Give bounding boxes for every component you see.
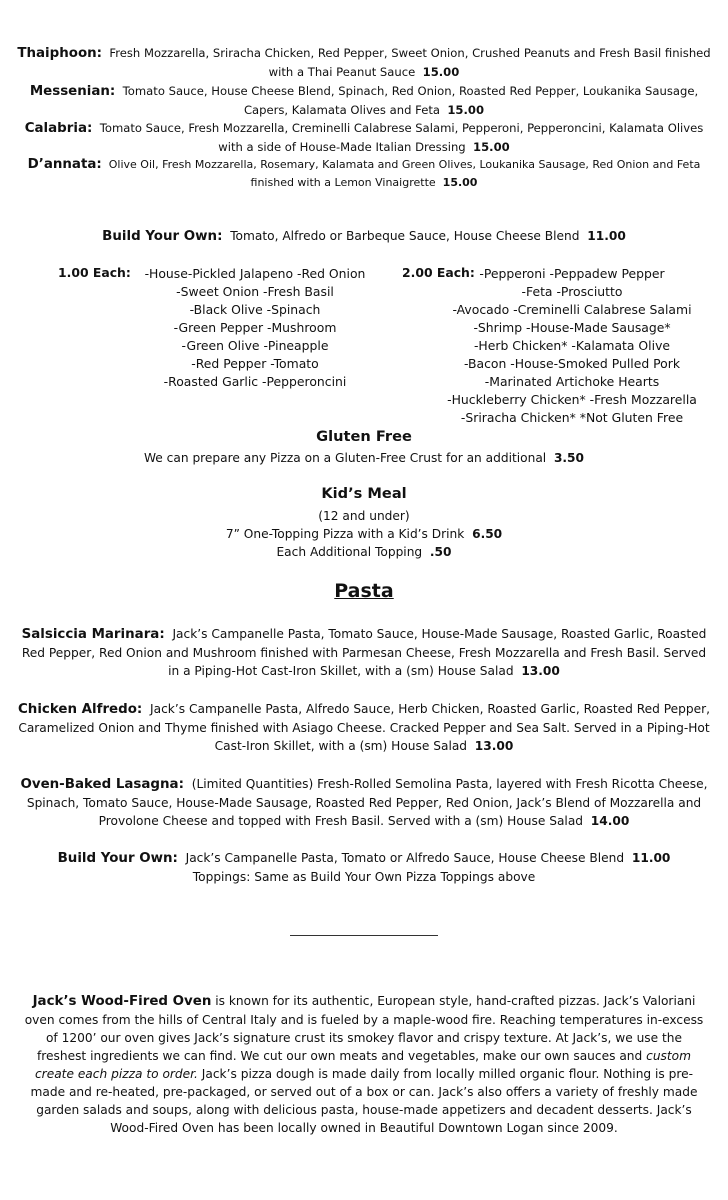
pizza-price: 15.00 xyxy=(447,103,485,117)
section-divider xyxy=(290,935,438,936)
pizza-name: Thaiphoon: xyxy=(17,46,103,61)
topping-line: -Feta -Prosciutto xyxy=(521,284,623,299)
pizza-description: Tomato Sauce, House Cheese Blend, Spinach, Red Onion, Roasted Red Pepper, Loukanika Sausage, Capers, Kalamata Olives and Feta xyxy=(122,84,699,117)
pizza-name: D’annata: xyxy=(27,157,102,172)
kids-meal-price: 6.50 xyxy=(472,527,503,541)
topping-line: -Herb Chicken* -Kalamata Olive xyxy=(473,338,671,353)
pizza-item-thaiphoon xyxy=(14,44,714,81)
kids-meal-age: (12 and under) xyxy=(318,509,410,523)
pasta-item-lasagna xyxy=(16,775,712,830)
topping-line: -Roasted Garlic -Pepperoncini xyxy=(163,374,347,389)
topping-line: -Shrimp -House-Made Sausage* xyxy=(473,320,671,335)
build-pasta-note: Toppings: Same as Build Your Own Pizza Toppings above xyxy=(192,870,536,884)
pasta-name: Chicken Alfredo: xyxy=(17,702,143,717)
pasta-item-chicken-alfredo xyxy=(16,700,712,755)
pizza-name: Messenian: xyxy=(29,84,116,99)
gluten-free-description: We can prepare any Pizza on a Gluten-Free Crust for an additional xyxy=(143,451,547,465)
pasta-name: Salsiccia Marinara: xyxy=(21,627,165,642)
pasta-description: (Limited Quantities) Fresh-Rolled Semolina Pasta, layered with Fresh Ricotta Cheese, Spinach, Tomato Sauce, House-Made Sausage, Roasted Red Pepper, Red Onion, Jack’s Blend of Mozzarella and Provolone Cheese and topped with Fresh Basil. Served with a (sm) House Salad xyxy=(26,777,708,828)
pizza-price: 15.00 xyxy=(422,65,460,79)
pizza-item-messenian xyxy=(14,82,714,119)
toppings-2-list xyxy=(432,265,712,427)
build-your-own-pizza xyxy=(14,227,714,246)
topping-line: -Green Pepper -Mushroom xyxy=(173,320,337,335)
pasta-item-salsiccia xyxy=(16,625,712,680)
pasta-price: 13.00 xyxy=(474,739,514,753)
toppings-1-list xyxy=(125,265,385,391)
topping-line: -Huckleberry Chicken* -Fresh Mozzarella xyxy=(447,392,697,407)
gluten-free-heading: Gluten Free xyxy=(316,428,412,445)
pizza-price: 15.00 xyxy=(442,176,478,189)
topping-line: -Bacon -House-Smoked Pulled Pork xyxy=(463,356,681,371)
about-paragraph xyxy=(22,992,706,1137)
topping-line: -Green Olive -Pineapple xyxy=(181,338,329,353)
kids-topping-line xyxy=(14,543,714,561)
toppings-2-label: 2.00 Each: xyxy=(402,265,475,280)
topping-line: -Sweet Onion -Fresh Basil xyxy=(176,284,334,299)
pizza-item-dannata xyxy=(14,156,714,192)
topping-line: -Black Olive -Spinach xyxy=(189,302,321,317)
pasta-section-title: Pasta xyxy=(334,580,394,602)
build-your-own-pasta xyxy=(14,849,714,886)
about-text-1: is known for its authentic, European style, hand-crafted pizzas. Jack’s Valoriani oven comes from the hills of Central Italy and is fueled by a maple-wood fire. Reaching temperatures in-excess of 1200’ our oven gives Jack’s signature crust its smokey flavor and crispy texture. At Jack’s, we use the freshest ingredients we can find. We cut our own meats and vegetables, make our own sauces and xyxy=(24,994,704,1063)
topping-line: -Red Pepper -Tomato xyxy=(191,356,319,371)
kids-topping-description: Each Additional Topping xyxy=(276,545,423,559)
about-text-italic: custom create each pizza to order. xyxy=(34,1049,692,1081)
build-pizza-description: Tomato, Alfredo or Barbeque Sauce, House Cheese Blend xyxy=(230,229,580,243)
topping-line: -Sriracha Chicken* *Not Gluten Free xyxy=(460,410,684,425)
pasta-description: Jack’s Campanelle Pasta, Tomato Sauce, House-Made Sausage, Roasted Garlic, Roasted Red Pepper, Red Onion and Mushroom finished with Parmesan Cheese, Fresh Mozzarella and Fresh Basil. Served in a Piping-Hot Cast-Iron Skillet, with a (sm) House Salad xyxy=(21,627,707,678)
topping-line: -Pepperoni -Peppadew Pepper xyxy=(479,266,665,281)
pizza-price: 15.00 xyxy=(473,140,510,154)
kids-meal-description: 7” One-Topping Pizza with a Kid’s Drink xyxy=(225,527,465,541)
pasta-price: 14.00 xyxy=(590,814,630,828)
kids-meal-body xyxy=(14,507,714,561)
build-pasta-name: Build Your Own: xyxy=(57,851,178,866)
kids-meal-heading: Kid’s Meal xyxy=(321,485,407,502)
pizza-item-calabria xyxy=(14,119,714,156)
build-pasta-price: 11.00 xyxy=(631,851,671,865)
kids-meal-line xyxy=(14,525,714,543)
build-pasta-description: Jack’s Campanelle Pasta, Tomato or Alfredo Sauce, House Cheese Blend xyxy=(185,851,625,865)
topping-line: -House-Pickled Jalapeno -Red Onion xyxy=(144,266,366,281)
gluten-free-text xyxy=(14,449,714,467)
build-pizza-name: Build Your Own: xyxy=(102,229,223,244)
toppings-1-label: 1.00 Each: xyxy=(58,265,131,280)
pasta-description: Jack’s Campanelle Pasta, Alfredo Sauce, Herb Chicken, Roasted Garlic, Roasted Red Pepper, Caramelized Onion and Thyme finished with Asiago Cheese. Cracked Pepper and Sea Salt. Served in a Piping-Hot Cast-Iron Skillet, with a (sm) House Salad xyxy=(18,702,711,753)
build-pizza-price: 11.00 xyxy=(587,229,626,243)
pizza-description: Tomato Sauce, Fresh Mozzarella, Creminelli Calabrese Salami, Pepperoni, Pepperoncini, Kalamata Olives with a side of House-Made Italian Dressing xyxy=(99,121,704,154)
pizza-description: Olive Oil, Fresh Mozzarella, Rosemary, Kalamata and Green Olives, Loukanika Sausage, Red Onion and Feta finished with a Lemon Vinaigrette xyxy=(108,158,701,189)
pasta-name: Oven-Baked Lasagna: xyxy=(20,777,184,792)
about-restaurant-name: Jack’s Wood-Fired Oven xyxy=(32,994,212,1009)
pizza-description: Fresh Mozzarella, Sriracha Chicken, Red Pepper, Sweet Onion, Crushed Peanuts and Fresh Basil finished with a Thai Peanut Sauce xyxy=(109,46,711,79)
about-text-2: Jack’s pizza dough is made daily from locally milled organic flour. Nothing is pre-made and re-heated, pre-packaged, or served out of a box or can. Jack’s also offers a variety of freshly made garden salads and soups, along with delicious pasta, house-made appetizers and decadent desserts. Jack’s Wood-Fired Oven has been locally owned in Beautiful Downtown Logan since 2009. xyxy=(30,1067,698,1135)
topping-line: -Avocado -Creminelli Calabrese Salami xyxy=(452,302,692,317)
kids-topping-price: .50 xyxy=(429,545,452,559)
topping-line: -Marinated Artichoke Hearts xyxy=(484,374,660,389)
pasta-price: 13.00 xyxy=(521,664,560,678)
gluten-free-price: 3.50 xyxy=(553,451,585,465)
pizza-name: Calabria: xyxy=(24,121,93,136)
